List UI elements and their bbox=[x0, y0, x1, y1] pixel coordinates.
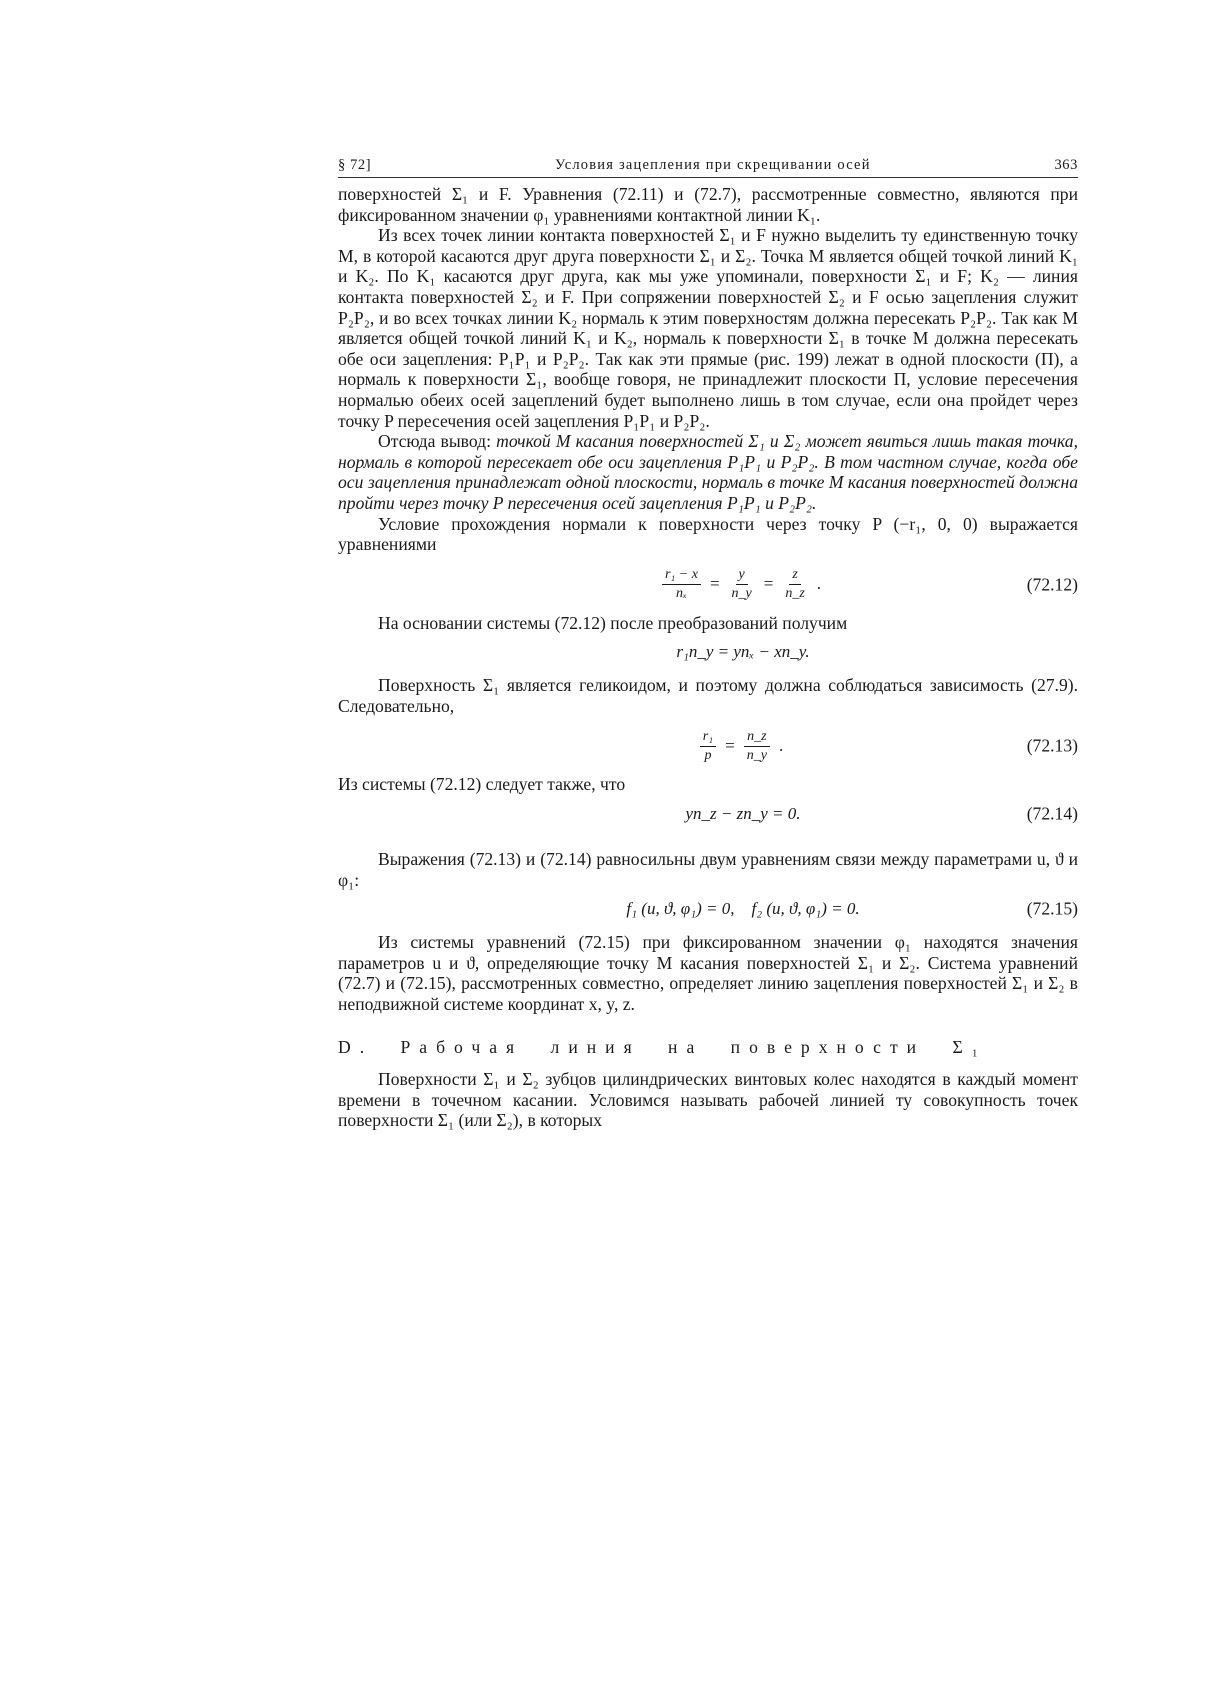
header-section: § 72] bbox=[338, 157, 372, 173]
equation-number-72-14: (72.14) bbox=[1026, 803, 1078, 824]
eq12-num2: y bbox=[736, 566, 748, 585]
paragraph-2: Из всех точек линии контакта поверхностей Σ₁ и F нужно выделить ту единственную точку M, в которой касаются друг друга поверхности Σ₁ и Σ₂. Точка M является общей точкой линий K₁ и K₂. По K₁ касаются друг друга, как мы уже упоминали, поверхности Σ₁ и F; K₂ — линия контакта поверхностей Σ₂ и F. При сопряжении поверхностей Σ₂ и F осью зацепления служит P₂P₂, и во всех точках линии K₂ нормаль к этим поверхностям должна пересекать P₂P₂. Так как M является общей точкой линий K₁ и K₂, нормаль к поверхности Σ₁ в точке M должна пересекать обе оси зацепления: P₁P₁ и P₂P₂. Так как эти прямые (рис. 199) лежат в одной плоскости (П), а нормаль к поверхности Σ₁, вообще говоря, не принадлежит плоскости П, условие пересечения нормалью обеих осей зацеплений будет выполнено лишь в том случае, если она пройдет через точку P пересечения осей зацепления P₁P₁ и P₂P₂. bbox=[338, 225, 1078, 431]
paragraph-10: Поверхности Σ₁ и Σ₂ зубцов цилиндрических винтовых колес находятся в каждый момент времени в точечном касании. Условимся называть рабочей линией ту совокупность точек поверхности Σ₁ (или Σ₂), в которых bbox=[338, 1069, 1078, 1131]
paragraph-1: поверхностей Σ₁ и F. Уравнения (72.11) и (72.7), рассмотренные совместно, являются при фиксированном значении φ₁ уравнениями контактной линии K₁. bbox=[338, 184, 1078, 225]
page-number: 363 bbox=[1054, 157, 1078, 173]
eq12-num1: r₁ − x bbox=[662, 566, 701, 585]
equation-unnumbered bbox=[338, 639, 1078, 665]
paragraph-7: Из системы (72.12) следует также, что bbox=[338, 774, 626, 795]
book-page bbox=[338, 156, 1078, 1131]
eq14-text: yn_z − zn_y = 0. bbox=[685, 803, 801, 823]
eq13-num2: n_z bbox=[744, 728, 769, 747]
paragraph-8: Выражения (72.13) и (72.14) равносильны двум уравнениям связи между параметрами u, ϑ и φ₁: bbox=[338, 849, 1078, 890]
eq13-num1: r₁ bbox=[700, 728, 716, 747]
equation-72-15 bbox=[338, 896, 1078, 922]
eq12-den1: nₓ bbox=[675, 586, 687, 602]
equation-number-72-15: (72.15) bbox=[1026, 898, 1078, 919]
paragraph-4: Условие прохождения нормали к поверхности через точку P (−r₁, 0, 0) выражается уравнениями bbox=[338, 513, 1078, 555]
paragraph-3 bbox=[338, 431, 1078, 513]
running-header bbox=[338, 156, 1078, 178]
eq12-num3: z bbox=[789, 566, 800, 585]
header-title: Условия зацепления при скрещивании осей bbox=[555, 157, 871, 173]
paragraph-3-lead: Отсюда вывод: bbox=[378, 431, 491, 452]
eq13-den1: p bbox=[704, 747, 712, 763]
equation-number-72-13: (72.13) bbox=[1026, 736, 1078, 757]
paragraph-5: На основании системы (72.12) после преобразований получим bbox=[378, 612, 848, 633]
eq12-den3: n_z bbox=[785, 586, 805, 602]
equation-number-72-12: (72.12) bbox=[1026, 574, 1078, 595]
section-heading: D. Рабочая линия на поверхности Σ₁ bbox=[338, 1036, 987, 1057]
eq-mid-text: r₁n_y = ynₓ − xn_y. bbox=[676, 641, 810, 661]
eq15-text: f₁ (u, ϑ, φ₁) = 0, f₂ (u, ϑ, φ₁) = 0. bbox=[626, 898, 860, 918]
eq12-den2: n_y bbox=[731, 586, 752, 602]
eq13-den2: n_y bbox=[746, 747, 767, 763]
equation-72-14 bbox=[338, 801, 1078, 827]
paragraph-9: Из системы уравнений (72.15) при фиксированном значении φ₁ находятся значения параметров u и ϑ, определяющие точку M касания поверхностей Σ₁ и Σ₂. Система уравнений (72.7) и (72.15), рассмотренных совместно, определяет линию зацепления поверхностей Σ₁ и Σ₂ в неподвижной системе координат x, y, z. bbox=[338, 932, 1078, 1015]
paragraph-6: Поверхность Σ₁ является геликоидом, и поэтому должна соблюдаться зависимость (27.9). Следовательно, bbox=[338, 675, 1078, 716]
equation-72-12: $\frac{\text{r₁ − x}}{\text{nₓ}}$ = $\frac{y}{n\_y}$ = $\frac{z}{n\_z}$ . (72.12) bbox=[338, 565, 1078, 605]
equation-72-13: $\frac{\text{r₁}}{p}$ = $\frac{n\_z}{n\_y}$ . (72.13) bbox=[338, 726, 1078, 766]
paragraph-3-conclusion: точкой M касания поверхностей Σ₁ и Σ₂ может явиться лишь такая точка, нормаль в которой пересекает обе оси зацепления P₁P₁ и P₂P₂. В том частном случае, когда обе оси зацепления принадлежат одной плоскости, нормаль в точке M касания поверхностей должна пройти через точку P пересечения осей зацепления P₁P₁ и P₂P₂. bbox=[338, 431, 1078, 513]
